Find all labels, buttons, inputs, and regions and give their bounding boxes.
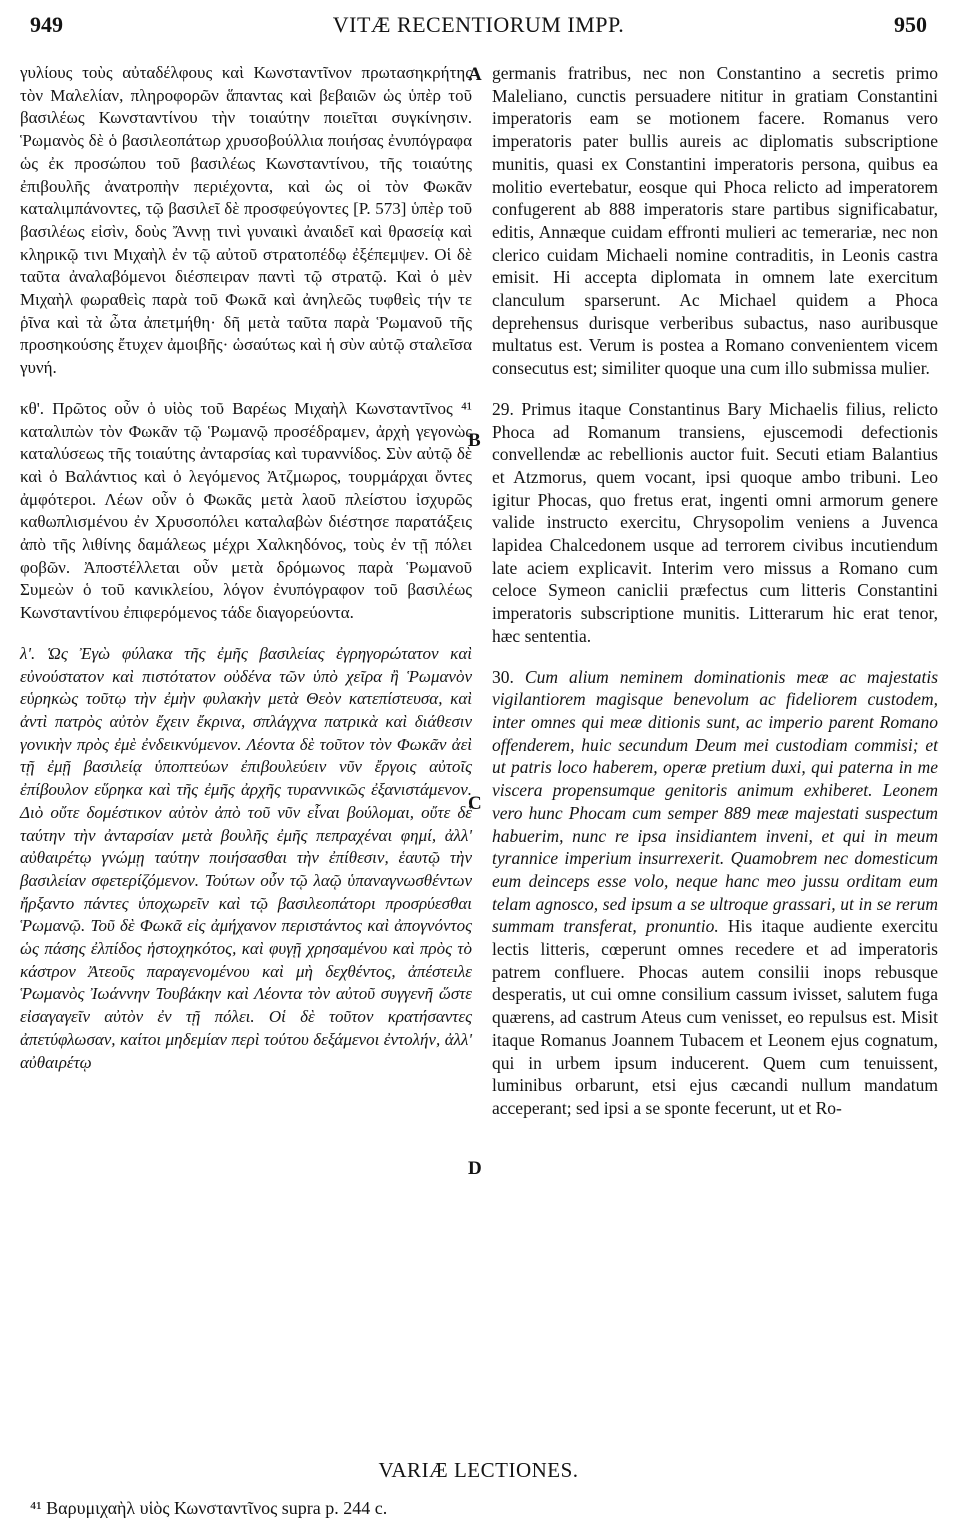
variae-lectiones-heading: VARIÆ LECTIONES. xyxy=(378,1458,579,1482)
page-number-left: 949 xyxy=(30,12,63,37)
footnote: ⁴¹ Βαρυμιχαὴλ υἱὸς Κωνσταντῖνος supra p. 244 c. xyxy=(30,1498,388,1518)
latin-column xyxy=(492,62,938,1138)
running-title: VITÆ RECENTIORUM IMPP. xyxy=(332,12,625,37)
latin-section-number: 30. xyxy=(492,666,525,687)
page-number-right: 950 xyxy=(894,12,927,37)
margin-letter-d: D xyxy=(468,1158,482,1179)
margin-letter-a: A xyxy=(468,64,482,85)
latin-paragraph-3 xyxy=(492,666,938,1120)
greek-paragraph-2: κθ'. Πρῶτος οὖν ὁ υἱὸς τοῦ Βαρέως Μιχαὴλ Κωνσταντῖνος ⁴¹ καταλιπὼν τὸν Φωκᾶν τῷ Ῥωμανῷ προσέδραμεν, ἀρχὴ γεγονὼς καταλύσεως τῆς τοιαύτης ἀνταρσίας καὶ τυραννίδος. Σὺν αὐτῷ δὲ καὶ ὁ Βαλάντιος καὶ ὁ λεγόμενος Ἀτζμωρος, τουρμάρχαι ὄντες ἀμφότεροι. Λέων οὖν ὁ Φωκᾶς μετὰ λαοῦ πλείστου ἰσχυρῶς καθωπλισμένου ἐν Χρυσοπόλει καταλαβὼν διέστησε παρατάξεις ἀπὸ τῆς λιθίνης δαμάλεως μέχρι Χαλκηδόνος, τοὺς ἐν τῇ πόλει φοβῶν. Ἀποστέλλεται οὖν μετὰ δρόμωνος παρὰ Ῥωμανοῦ Συμεὼν ὁ τοῦ κανικλείου, λόγον ἐνυπόγραφον τοῦ βασιλέως Κωνσταντίνου ἐπιφερόμενος τάδε διαγορεύοντα. xyxy=(20,398,472,623)
greek-paragraph-3: λ'. Ὡς Ἐγὼ φύλακα τῆς ἐμῆς βασιλείας ἐγρηγορώτατον καὶ εὐνούστατον καὶ πιστότατον οὐδένα τῶν ὑπὸ χεῖρα ἢ Ῥωμανὸν εὑρηκὼς τοῦτῳ τὴν ἐμὴν φυλακὴν μετὰ Θεὸν κατεπίστευσα, καὶ ἀντὶ πατρὸς αὐτὸν ἔχειν ἔκρινα, σπλάγχνα πατρικὰ καὶ διάθεσιν γονικὴν πρὸς ἐμὲ ἐνδεικνύμενον. Λέοντα δὲ τοῦτον τὸν Φωκᾶν ἀεὶ τῇ ἐμῇ βασιλείᾳ ὑποπτεύων ἐπιβουλεύειν νῦν ἔργοις αὐτοῖς ἐπίβουλον εὕρηκα καὶ τῆς ἐμῆς ἀρχῆς τυραννικῶς ἐξανιστάμενον. Διὸ οὔτε δομέστικον αὐτὸν ἀπὸ τοῦ νῦν εἶναι βούλομαι, οὔτε δὲ ταύτην τὴν ἀνταρσίαν μετὰ βουλῆς ἐμῆς πεπραχέναι φημί, ἀλλ' αὐθαιρέτῳ γνώμῃ ταύτην ποιήσασθαι τὴν ἐπίθεσιν, ἑαυτῷ τὴν βασιλείαν σφετερίζόμενον. Τούτων οὖν τῷ λαῷ ὑπαναγνωσθέντων ἤρξαντο πάντες ὑποχωρεῖν καὶ τῷ βασιλεοπάτορι προσρύεσθαι Ῥωμανῷ. Τοῦ δὲ Φωκᾶ εἰς ἀμήχανον περιστάντος καὶ ἀπογνόντος ὡς πάσης ἐλπίδος ἡστοχηκότος, καὶ φυγῇ χρησαμένου καὶ πρὸς τὸ κάστρον Ἀτεοῦς παραγενομένου καὶ μὴ δεχθέντος, ἀπέστειλε Ῥωμανὸς Ἰωάννην Τουβάκην καὶ Λέοντα τὸν αὐτοῦ συγγενῆ ὥστε εἰσαγαγεῖν αὐτὸν ἐν τῇ πόλει. Οἱ δὲ τοῦτον κρατήσαντες ἀπετύφλωσαν, καίτοι μηδεμίαν περὶ τούτου δεξάμενοι ἐντολήν, ἀλλ' αὐθαιρέτῳ xyxy=(20,643,472,1072)
greek-paragraph-1: γυλίους τοὺς αὐταδέλφους καὶ Κωνσταντῖνον πρωτασηκρήτης τὸν Μαλελίαν, πληροφορῶν ἅπαντας καὶ βεβαιῶν ὡς ὑπὲρ τοῦ βασιλέως Κωνσταντίνου τὴν τοιαύτην ποιεῖται συγκίνησιν. Ῥωμανὸς δὲ ὁ βασιλεοπάτωρ χρυσοβούλλια ποιήσας ἐνυπόγραφα ὡς ἐκ προσώπου τοῦ βασιλέως Κωνσταντίνου, τῆς τοιαύτης ἐπιβουλῆς ἀνατροπὴν περιέχοντα, καὶ ὡς οἱ τὸν Φωκᾶν καταλιμπάνοντες, τῷ βασιλεῖ δὲ προσφεύγοντες [P. 573] ὑπὲρ τοῦ βασιλέως εἰσὶν, δοὺς Ἄννῃ τινὶ γυναικὶ ἀναιδεῖ καὶ θρασείᾳ καὶ κληρικῷ τινι Μιχαὴλ ἐν τῷ αὐτοῦ στρατοπέδῳ ἐξέπεμψεν. Οἱ δὲ ταῦτα ἀναλαβόμενοι διέσπειραν παντὶ τῷ στρατῷ. Καὶ ὁ μὲν Μιχαὴλ φωραθεὶς παρὰ τοῦ Φωκᾶ καὶ ἀνηλεῶς τυφθεὶς τήν τε ῥῖνα καὶ τὰ ὦτα ἀπετμήθη· δῆ μετὰ ταῦτα παρὰ Ῥωμανοῦ τῆς προσηκούσης ἔτυχεν ἀμοιβῆς· ὡσαύτως καὶ ἡ σὺν αὐτῷ σταλεῖσα γυνή. xyxy=(20,63,472,378)
margin-letter-c: C xyxy=(468,793,482,814)
greek-column xyxy=(20,62,472,1092)
latin-letter-text: Cum alium neminem dominationis meæ ac majestatis vigilantiorem magisque benevolum ac fideliorem custodem, inter omnes qui meæ ditionis sunt, ac imperio parent Romano offenderem, huic secundum Deum mei custodiam commisi; et ut patris loco haberem, operæ pretium duxi, qui paterna in me viscera propensumque genitoris animum exhiberet. Leonem vero hunc Phocam cum semper 889 meæ majestati suspectum habuerim, nunc re ipsa insidiantem inveni, et qui in meum tyrannice imperium insurrexerit. Quamobrem nec domesticum eum deinceps esse volo, neque hanc meo jussu orditam eum telam agnosco, sed ipsum a se ultroque grassari, ut in se rerum summam transferat, pronuntio. xyxy=(492,666,939,937)
latin-narrative-text: His itaque audiente exercitu lectis litteris, cœperunt omnes recedere et ad imperatoris patrem confluere. Phocas autem consilii inops rebusque desperatis, ut cui omne consilium cassum ivisset, salutem fuga quærens, ad castrum Ateus cum venisset, eo repulsus est. Misit itaque Romanus Joannem Tubacem et Leonem ejus cognatum, qui in urbem ipsum inducerent. Quem cum tenuissent, luminibus orbarunt, etsi ejus cæcandi nullum mandatum acceperant; sed ipsi a se sponte fecerunt, ut et Ro- xyxy=(492,916,938,1118)
margin-letter-b: B xyxy=(468,430,481,451)
page-header xyxy=(30,12,927,42)
latin-paragraph-1: germanis fratribus, nec non Constantino a secretis primo Maleliano, cunctis persuadere nititur in gratiam Constantini imperatoris eam se motionem facere. Romanus vero imperatoris pater bullis aureis ac diplomatis subscriptione munitis, quasi ex Constantini imperatoris persona, quibus ea molitio evertebatur, eosque qui Phoca relicto ad imperatorem confugerent ab 888 imperatoris stare partibus significabatur, editis, Annæque cuidam effronti mulieri ac temerariæ, nec non clerico cuidam Michaeli nomine contraditis, in Leonis castra emisit. Hi accepta diplomata in omnem late exercitum clanculum sparserunt. Ac Michael quidem a Phoca deprehensus durisque verberibus subactus, naso auribusque multatus est. Verum is postea a Romano convenientem vicem consecutus est; similiter quoque una cum illo submissa mulier. xyxy=(492,63,938,379)
latin-paragraph-2: 29. Primus itaque Constantinus Bary Michaelis filius, relicto Phoca ad Romanum transiens, ejuscemodi defectionis convellendæ ac rebellionis auctor fuit. Secuti etiam Balantius et Atzmorus, quem vocant, ipsi quoque ambo tribuni. Leo igitur Phocas, quo fretus erat, ingenti omni armorum genere valide instructo exercitu, Chrysopolim veniens a Juvenca lapidea Chalcedonem usque ad terrorem civibus incutiendum late aciem explicavit. Interim vero missus a Romano cum celoce Symeon caniclii præfectus cum litteris Constantini imperatoris subscriptione munitis. Litterarum hic erat tenor, hæc sententia. xyxy=(492,398,938,646)
